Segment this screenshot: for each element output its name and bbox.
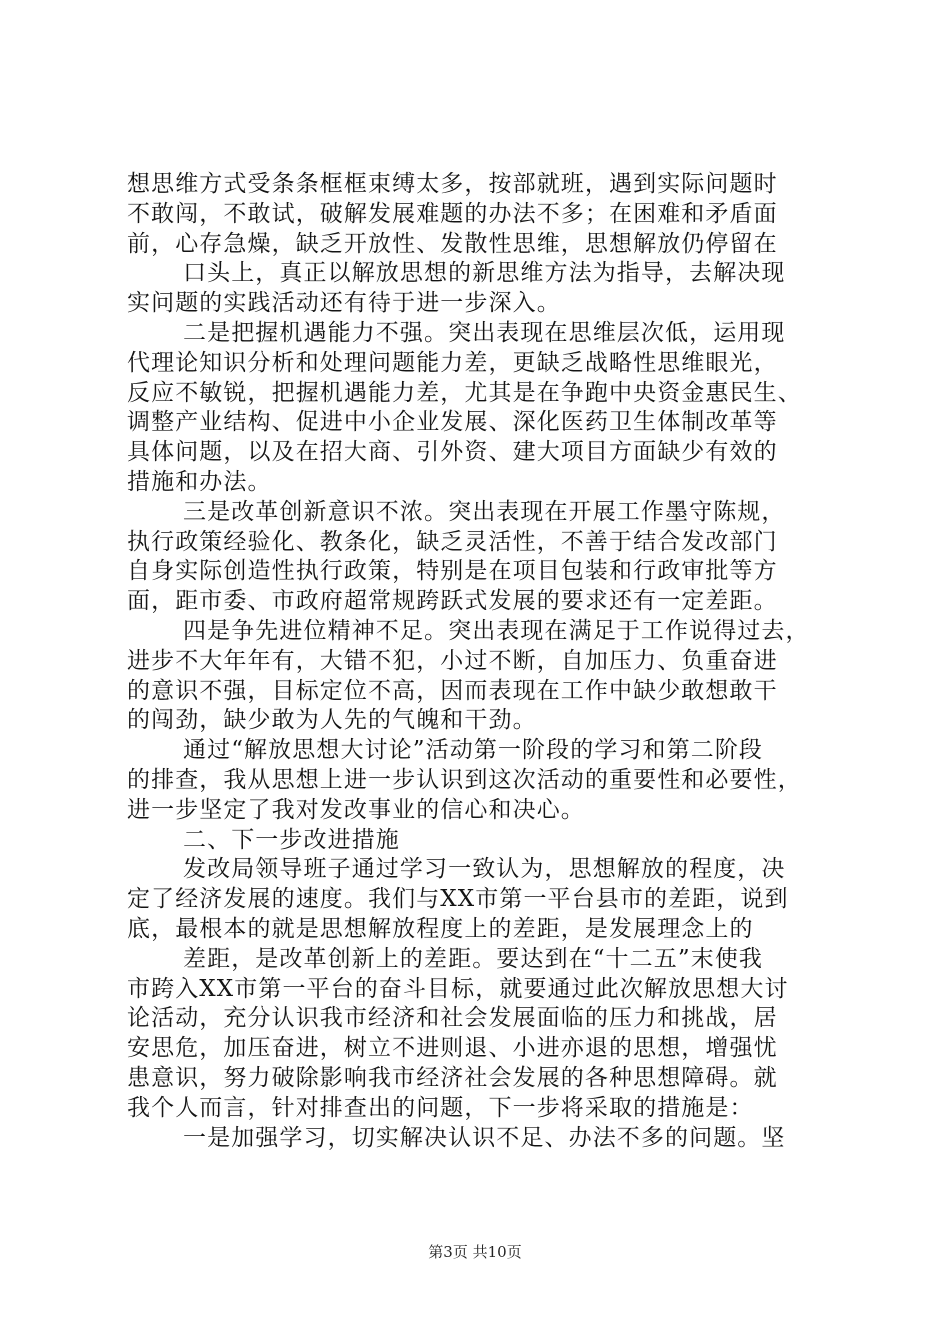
text-line: 调整产业结构、促进中小企业发展、深化医药卫生体制改革等 (127, 409, 778, 436)
text-line: 前，心存急燥，缺乏开放性、发散性思维，思想解放仍停留在 (127, 230, 778, 257)
text-line: 代理论知识分析和处理问题能力差，更缺乏战略性思维眼光， (127, 349, 778, 376)
paragraph-start-line: 通过“解放思想大讨论”活动第一阶段的学习和第二阶段 (183, 737, 764, 764)
text-line: 定了经济发展的速度。我们与XX市第一平台县市的差距，说到 (127, 886, 789, 913)
text-line: 想思维方式受条条框框束缚太多，按部就班，遇到实际问题时 (127, 171, 778, 197)
text-line: 患意识，努力破除影响我市经济社会发展的各种思想障碍。就 (127, 1064, 778, 1091)
section-heading: 二、下一步改进措施 (183, 826, 400, 853)
paragraph-start-line: 发改局领导班子通过学习一致认为，思想解放的程度，决 (183, 856, 786, 883)
text-line: 自身实际创造性执行政策，特别是在项目包装和行政审批等方 (127, 558, 778, 585)
text-line: 的闯劲，缺少敢为人先的气魄和干劲。 (127, 707, 537, 734)
text-line: 口头上，真正以解放思想的新思维方法为指导，去解决现 (183, 260, 786, 287)
text-line: 进一步坚定了我对发改事业的信心和决心。 (127, 796, 585, 823)
text-line: 的意识不强，目标定位不高，因而表现在工作中缺少敢想敢干 (127, 677, 778, 704)
text-line: 底，最根本的就是思想解放程度上的差距，是发展理念上的 (127, 915, 754, 942)
text-line: 的排查，我从思想上进一步认识到这次活动的重要性和必要性， (127, 766, 802, 793)
paragraph-start-line: 二是把握机遇能力不强。突出表现在思维层次低，运用现 (183, 319, 786, 346)
text-line: 措施和办法。 (127, 468, 272, 495)
page-number-footer: 第3页 共10页 (428, 1243, 522, 1261)
text-line: 执行政策经验化、教条化，缺乏灵活性，不善于结合发改部门 (127, 528, 778, 555)
text-line: 不敢闯，不敢试，破解发展难题的办法不多；在困难和矛盾面 (127, 200, 778, 227)
text-line: 进步不大年年有，大错不犯，小过不断，自加压力、负重奋进 (127, 647, 778, 674)
text-line: 面，距市委、市政府超常规跨跃式发展的要求还有一定差距。 (127, 588, 778, 615)
body-text (127, 170, 827, 1153)
paragraph-start-line: 三是改革创新意识不浓。突出表现在开展工作墨守陈规， (183, 498, 786, 525)
text-line: 差距，是改革创新上的差距。要达到在“十二五”末使我 (183, 945, 764, 972)
text-line: 我个人而言，针对排查出的问题，下一步将采取的措施是： (127, 1094, 754, 1121)
text-line: 论活动，充分认识我市经济和社会发展面临的压力和挑战，居 (127, 1005, 778, 1032)
text-line: 具体问题，以及在招大商、引外资、建大项目方面缺少有效的 (127, 439, 778, 466)
text-line: 市跨入XX市第一平台的奋斗目标，就要通过此次解放思想大讨 (127, 975, 789, 1002)
text-line: 反应不敏锐，把握机遇能力差，尤其是在争跑中央资金惠民生、 (127, 379, 802, 406)
text-line: 安思危，加压奋进，树立不进则退、小进亦退的思想，增强忧 (127, 1035, 778, 1062)
paragraph-start-line: 一是加强学习，切实解决认识不足、办法不多的问题。坚 (183, 1124, 786, 1151)
text-line: 实问题的实践活动还有待于进一步深入。 (127, 290, 561, 317)
paragraph-start-line: 四是争先进位精神不足。突出表现在满足于工作说得过去， (183, 617, 810, 644)
